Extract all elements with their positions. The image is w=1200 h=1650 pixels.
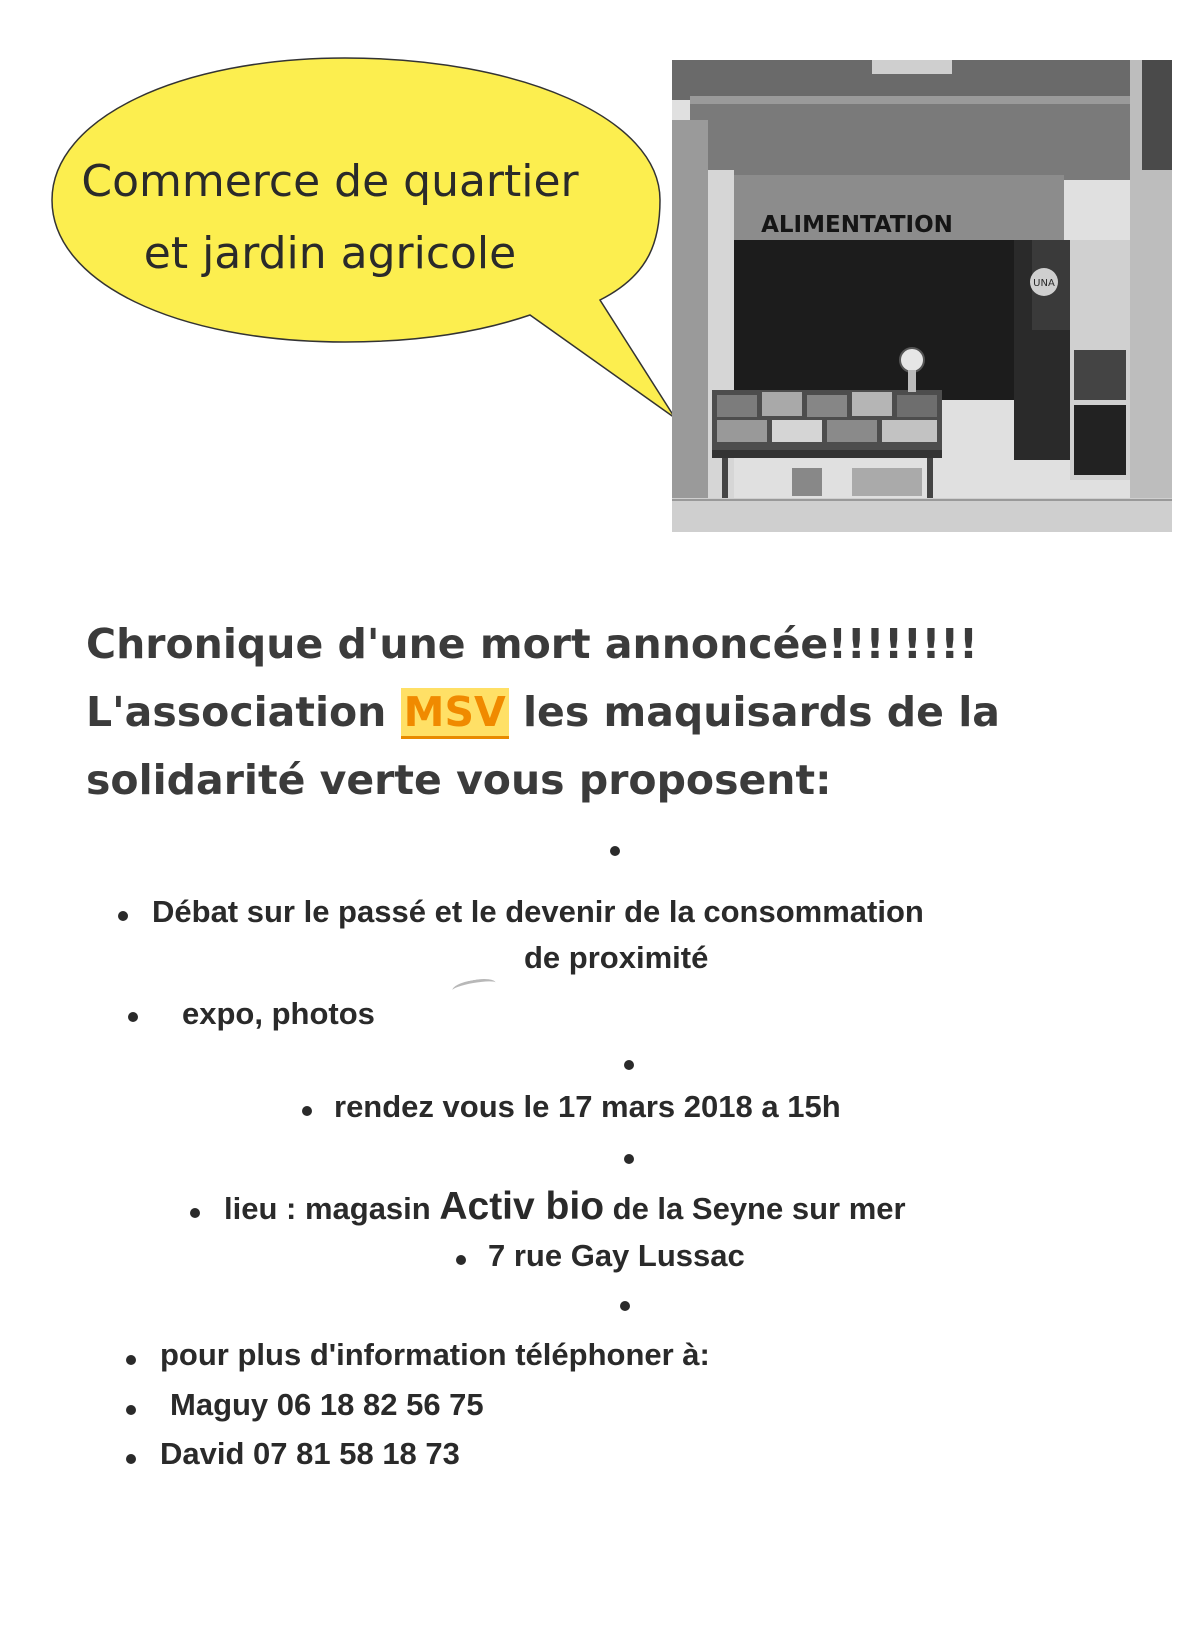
bullet-dot [456, 1255, 466, 1265]
bullet-dot [126, 1355, 136, 1365]
msv-highlight: MSV [401, 688, 509, 739]
contact-maguy: Maguy 06 18 82 56 75 [170, 1387, 484, 1422]
bubble-text [60, 146, 600, 290]
storefront-sign-text: ALIMENTATION [761, 212, 953, 238]
headline [86, 610, 1166, 814]
headline-line-2-suffix: les maquisards de la [508, 688, 1000, 736]
scan-smudge [451, 976, 497, 996]
lieu-item [224, 1185, 906, 1229]
info-item: pour plus d'information téléphoner à: [160, 1337, 710, 1372]
debat-item-line-1: Débat sur le passé et le devenir de la consommation [152, 894, 924, 929]
bullet-dot [624, 1060, 634, 1070]
bullet-dot [624, 1154, 634, 1164]
expo-item: expo, photos [182, 996, 375, 1031]
rdv-item: rendez vous le 17 mars 2018 a 15h [334, 1089, 841, 1124]
headline-line-2-prefix: L'association [86, 688, 401, 736]
storefront-photo [672, 60, 1172, 532]
bullet-dot [190, 1208, 200, 1218]
headline-line-2 [86, 678, 1166, 746]
lieu-prefix: lieu : magasin [224, 1191, 440, 1226]
storefront-badge-text: UNA [1033, 278, 1055, 289]
bullet-dot [128, 1012, 138, 1022]
contact-david: David 07 81 58 18 73 [160, 1436, 460, 1471]
address-item: 7 rue Gay Lussac [488, 1238, 745, 1273]
bullet-dot [302, 1106, 312, 1116]
bullet-dot [620, 1301, 630, 1311]
bullet-dot [118, 911, 128, 921]
lieu-suffix: de la Seyne sur mer [604, 1191, 906, 1226]
headline-line-3: solidarité verte vous proposent: [86, 756, 832, 804]
activ-bio-name: Activ bio [439, 1185, 605, 1228]
bullet-dot [126, 1405, 136, 1415]
bullet-dot [610, 846, 620, 856]
bullet-dot [126, 1454, 136, 1464]
debat-item-line-2: de proximité [524, 940, 709, 975]
bubble-line-1: Commerce de quartier [81, 156, 579, 207]
bubble-line-2: et jardin agricole [143, 228, 517, 279]
headline-line-1: Chronique d'une mort annoncée!!!!!!!! [86, 620, 978, 668]
